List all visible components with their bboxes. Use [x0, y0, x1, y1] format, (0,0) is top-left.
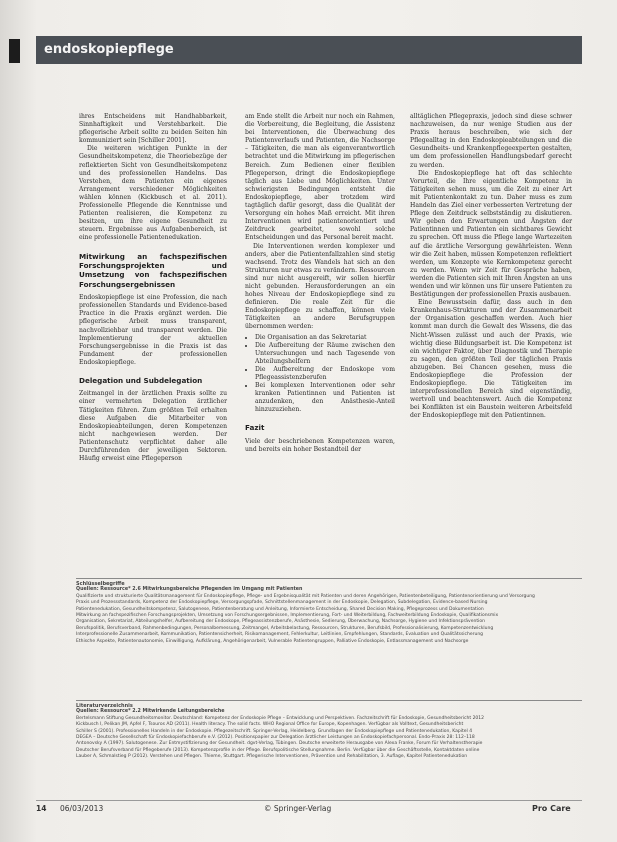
- section-heading: Mitwirkung an fachspezifischen Forschungsprojekten und Umsetzung von fachspezifischen Forschungsergebnissen: [79, 251, 227, 289]
- column-2: [245, 113, 395, 454]
- list-item: • Die Organisation an das Sekretariat: [255, 334, 395, 342]
- section-heading: Fazit: [245, 423, 265, 433]
- paragraph: Die Interventionen werden komplexer und anders, aber die Patientenfallzahlen sind stetig wachsend. Trotz des Wandels hat sich an den Strukturen nur etwas zu verändern. Ressourcen sind nur nicht ausgereift, wir sollen hierfür nicht gebunden. Herausforderungen an ein hohes Niveau der Endoskopiepflege sind zu definieren. Die reale Zeit für die Endoskopiepflege zu schaffen, können viele Tätigkeiten an andere Berufsgruppen übernommen werden:: [245, 242, 395, 331]
- box-line: Berufspolitik, Berufsverband, Rahmenbedingungen, Personalbemessung, Zeitmangel, Arbeitsbelastung, Ressourcen, Strukturen, Berufsbild, Professionalisierung, Kompetenzentwicklung: [76, 625, 494, 631]
- paragraph: am Ende stellt die Arbeit nur noch ein Rahmen, die Vorbereitung, die Begleitung, die Assistenz bei Interventionen, die Überwachung des Patientenverlaufs und Patienten, die Nachsorge – Tätigkeiten, die man als eigenverantwortlich betrachtet und die Mitwirkung im pflegerischen Bereich. Zum Bedienen einer flexiblen Pflegeperson, dringt die Endoskopiepflege täglich aus Liebe und Möglichkeiten. Unter schwierigsten Bedingungen entsteht die Endoskopiepflege, aber trotzdem wird tagtäglich dafür gesorgt, dass die Qualität der Versorgung ein hohes Maß erreicht. Mit ihren Interventionen wird patientenorientiert und Zeitdruck gearbeitet, sowohl solche Entscheidungen und das Personal bereit macht.: [245, 113, 395, 242]
- box-line: Qualifizierte und strukturierte Qualitätsmanagement für Endoskopiepflege, Pflege- und Ergebnisqualität mit Patienten und deren Angehörigen, Patientenbeteiligung, Patientenorientierung und Versorgung: [76, 593, 535, 599]
- footer-rule: [36, 800, 582, 801]
- section-title: endoskopiepflege: [44, 42, 174, 57]
- list-item: • Die Aufbereitung der Räume zwischen den Untersuchungen und nach Tagesende von Abteilungshelfern: [255, 342, 395, 366]
- bullet-list: [245, 334, 395, 415]
- box-title: Literaturverzeichnis: [76, 703, 133, 709]
- section-heading: Delegation und Subdelegation: [79, 375, 203, 385]
- paragraph: alltäglichen Pflegepraxis, jedoch sind diese schwer nachzuweisen, da nur wenige Studien aus der Praxis heraus beschreiben, wie sich der Pflegealltag in den Endoskopieabteilungen und die Gesundheits- und Krankenpflegeexperten gestalten, um dem professionellen Handlungsbedarf gerecht zu werden.: [410, 113, 572, 169]
- box-line: Mitwirkung an fachspezifischen Forschungsprojekten, Umsetzung von Forschungsergebnissen, Implementierung, Fort- und Weiterbildung, Fachweiterbildung Endoskopie, Qualifikationsmix: [76, 613, 499, 619]
- page-number: 14: [36, 804, 47, 813]
- box-line: Kickbusch I, Pelikan JM, Apfel F, Tsouros AD (2011). Health literacy. The solid facts. WHO Regional Office for Europe, Kopenhagen. Verfügbar als Volltext, Gesundheitsbericht: [76, 722, 464, 728]
- box-line: Schiller S (2001). Professionelles Handeln in der Endoskopie. Pflegezeitschrift. Springer-Verlag, Heidelberg. Grundlagen der Endoskopiepflege und Patientenedukation, Kapitel 4: [76, 728, 473, 734]
- paragraph: Die Endoskopiepflege hat oft das schlechte Vorurteil, die Ihre eigentliche Kompetenz in Tätigkeiten sehen muss, um die Zeit zu einer Art mit Patientenkontakt zu tun. Daher muss es zum Handeln das Ziel einer verbesserten Vertretung der Pflege den Zeitdruck selbstständig zu diskutieren. Wir geben den Erwartungen und Ängsten der Patientinnen und Patienten ein sichtbares Gewicht zu sprechen. Oft muss die Pflege lange Wartezeiten auf die ärztliche Versorgung gewährleisten. Wenn wir die Zeit haben, müssen Kompetenzen reflektiert werden, um Konzepte wie Kernkompetenz gerecht zu werden. Wenn wir Zeit für Gespräche haben, werden die Patienten sich mit Ihren Ängsten an uns wenden und wir können uns für unsere Patienten zu Bestätigungen der professionellen Praxis ausbauen.: [410, 169, 572, 299]
- box-line: Antonovsky A (1997). Salutogenese. Zur Entmystifizierung der Gesundheit. dgvt-Verlag, Tübingen. Deutsche erweiterte Herausgabe von Alexa Franke, Forum für Verhaltenstherapie: [76, 741, 483, 747]
- publisher-label: © Springer-Verlag: [264, 804, 332, 813]
- box-line: DEGEA – Deutsche Gesellschaft für Endoskopiefachberufe e.V. (2012). Positionspapier zur Delegation ärztlicher Leistungen an Endoskopiefachpersonal. Endo-Praxis 28: 112–118: [76, 735, 475, 741]
- box-line: Ethische Aspekte, Patientenautonomie, Einwilligung, Aufklärung, Angehörigenarbeit, Vulnerable Patientengruppen, Palliative Endoskopie, Entlassmanagement und Nachsorge: [76, 638, 469, 644]
- paragraph: Zeitmangel in der ärztlichen Praxis sollte zu einer vermehrten Delegation ärztlicher Tätigkeiten führen. Zum größten Teil erhalten diese Aufgaben die Mitarbeiter von Endoskopieabteilungen, deren Kompetenzen nicht nachgewiesen werden. Der Patientenschutz verpflichtet daher alle Durchführenden der jeweiligen Sektoren. Häufig erweist eine Pflegeperson: [79, 390, 227, 463]
- paragraph: Endoskopiepflege ist eine Profession, die nach professionellen Standards und Evidence-based Practice in die Praxis ergänzt werden. Die pflegerische Arbeit muss transparent, nachvollziehbar und transparent werden. Die Implementierung der aktuellen Forschungsergebnisse in die Praxis ist das Fundament der professionellen Endoskopiepflege.: [79, 294, 227, 366]
- box-subtitle: Quellen: Ressource* 2.6 Mitwirkungsbereiche Pflegenden im Umgang mit Patienten: [76, 587, 303, 593]
- box-line: Organisation, Sekretariat, Abteilungshelfer, Aufbereitung der Endoskope, Pflegeassistenzberufe, Anästhesie, Sedierung, Überwachung, Nachsorge, Hygiene und Infektionsprävention: [76, 619, 485, 625]
- paragraph: ihres Entscheidens mit Handhabbarkeit, Sinnhaftigkeit und Verstehbarkeit. Die pflegerische Arbeit sollte zu beiden Seiten hin kommuniziert sein [Schiller 2001].: [79, 113, 227, 145]
- box-line: Interprofessionelle Zusammenarbeit, Kommunikation, Patientensicherheit, Risikomanagement, Fehlerkultur, Leitlinien, Empfehlungen, Standards, Evaluation und Qualitätssicherung: [76, 632, 484, 638]
- journal-brand: Pro Care: [532, 804, 571, 813]
- box-line: Lauber A, Schmalstieg P (2012). Verstehen und Pflegen. Thieme, Stuttgart. Pflegerische Interventionen, Prävention und Rehabilitation, 3. Auflage, Kapitel Patientenedukation: [76, 754, 468, 760]
- list-item: • Die Aufbereitung der Endoskope vom Pflegeassistenzberufen: [255, 366, 395, 382]
- paragraph: Eine Bewusstsein dafür, dass auch in den Krankenhaus-Strukturen und der Zusammenarbeit der Organisation geschaffen werden. Auch hier kommt man durch die Gewalt des Wissens, die das Nicht-Wissen zulässt und auch der Praxis, wie wichtig diese Bildungsarbeit ist. Die Kompetenz ist ein wichtiger Faktor, über Diagnostik und Therapie zu sagen, den größten Teil der täglichen Praxis abzugeben. Bei Chancen gesehen, muss die Endoskopiepflege die Profession der Endoskopiepflege. Die Tätigkeiten im interprofessionellen Bereich sind eigenständig, wertvoll und beachtenswert. Auch die Kompetenz bei Konflikten ist ein Baustein weiteren Arbeitsfeld der Endoskopiepflege mit den Patientinnen.: [410, 299, 572, 420]
- box-line: Deutscher Berufsverband für Pflegeberufe (2013). Kompetenzprofile in der Pflege. Berufspolitische Stellungnahme. Berlin. Verfügbar über die Geschäftsstelle, Kontaktdaten online: [76, 747, 480, 753]
- info-box-keywords: [76, 578, 582, 695]
- column-3: [410, 113, 572, 421]
- box-line: Praxis und Prozessstandards, Kompetenz der Endoskopiepflege, Versorgungspfade, Schnittstellenmanagement in der Endoskopie, Delegation, Subdelegation, Evidence-based Nursing: [76, 600, 488, 606]
- corner-mark: [9, 39, 20, 63]
- issue-label: 06/03/2013: [60, 804, 104, 813]
- box-line: Bertelsmann Stiftung Gesundheitsmonitor. Deutschland: Kompetenz der Endoskopie Pflege – Entwicklung und Perspektiven. Fachzeitschrift für Endoskopie, Gesundheitsbericht 2012: [76, 715, 485, 721]
- box-line: Patientenedukation, Gesundheitskompetenz, Salutogenese, Patientenberatung und Anleitung, Informierte Entscheidung, Shared Decision Making, Pflegeprozess und Dokumentation: [76, 606, 484, 612]
- box-title: Schlüsselbegriffe: [76, 581, 125, 587]
- column-1: [79, 113, 227, 463]
- list-item: • Bei komplexen Interventionen oder sehr kranken Patientinnen und Patienten ist anzudenken, den Anästhesie-Anteil hinzuzuziehen.: [255, 382, 395, 414]
- info-box-references: [76, 700, 582, 797]
- paragraph: Viele der beschriebenen Kompetenzen waren, und bereits ein hoher Bestandteil der: [245, 437, 395, 453]
- paragraph: Die weiteren wichtigen Punkte in der Gesundheitskompetenz, die Theoriebezüge der reflektierten Sicht von Gesundheitskompetenz und des professionellen Handelns. Das Verstehen, dem Patienten ein eigenes Arrangement verschiedener Möglichkeiten wählen können (Kickbusch et al. 2011). Professionelle Pflegende die Kenntnisse und Patienten realisieren, die Kompetenz zu besitzen, um ihre eigene Gesundheit zu steuern. Ergebnisse aus Aufgabenbereich, ist eine professionelle Patientenedukation.: [79, 145, 227, 242]
- box-subtitle: Quellen: Ressource* 2.2 Mitwirkende Leitungsbereiche: [76, 709, 225, 715]
